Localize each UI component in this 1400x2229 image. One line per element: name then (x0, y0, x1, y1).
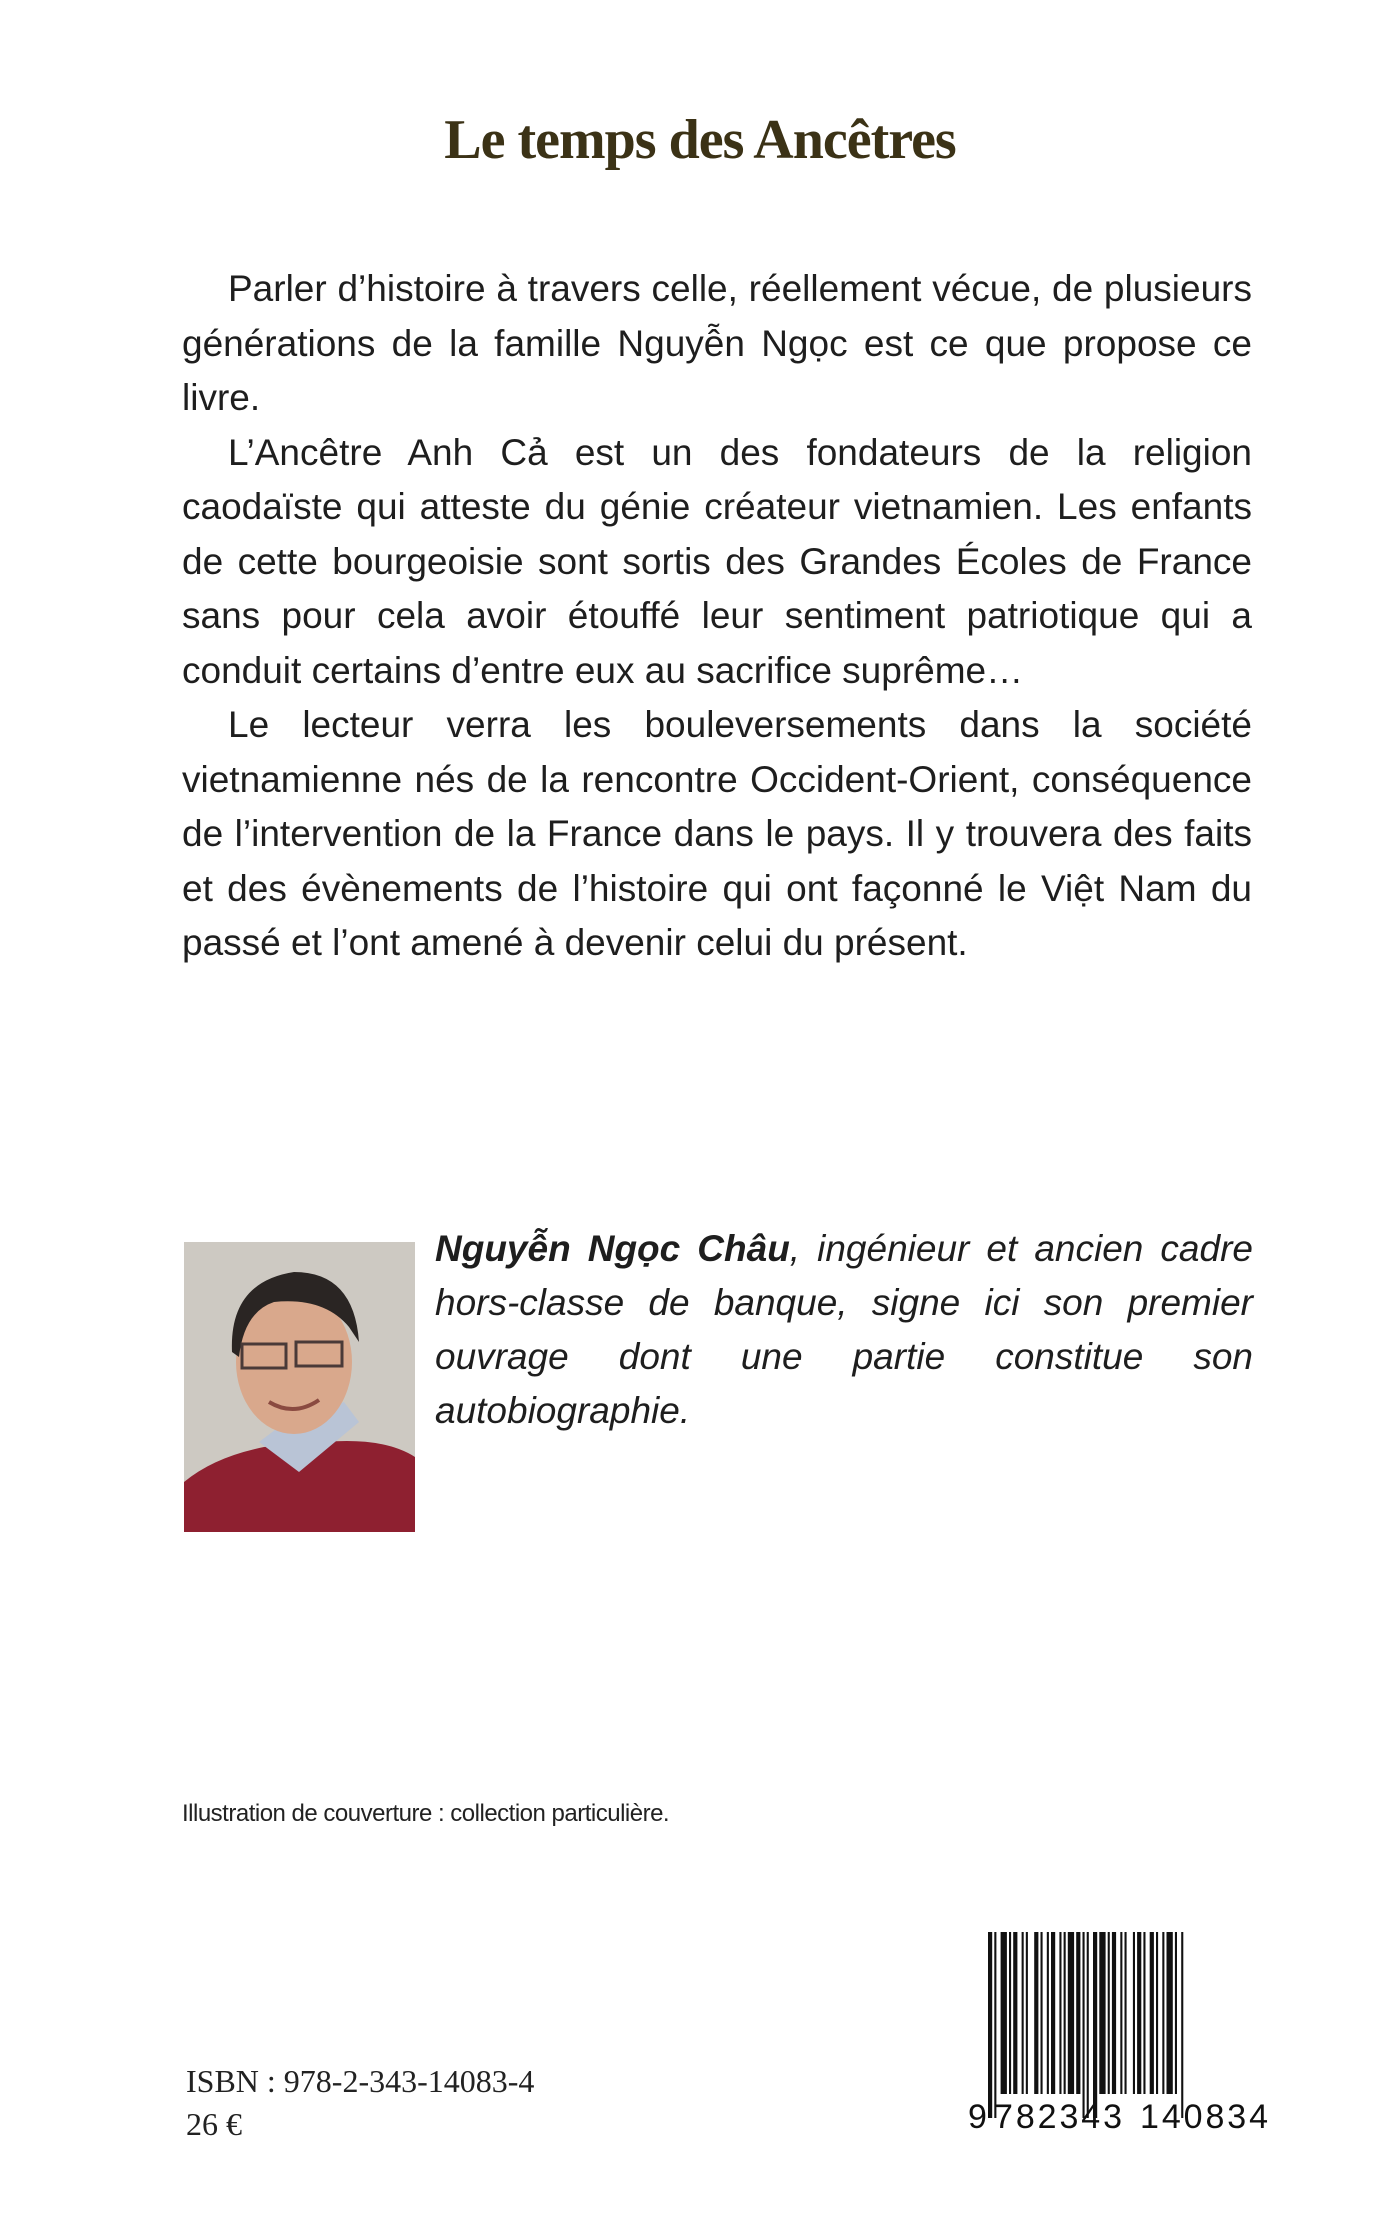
barcode-bar (1099, 1932, 1105, 2094)
barcode-bar (1059, 1932, 1061, 2094)
barcode-bar (1093, 1932, 1097, 2118)
barcode-bar (1167, 1932, 1173, 2094)
book-title: Le temps des Ancêtres (444, 109, 956, 171)
barcode-bar (1120, 1932, 1122, 2094)
barcode-bar (994, 1932, 996, 2118)
barcode-bar (1087, 1932, 1089, 2118)
price: 26 € (186, 2106, 242, 2142)
barcode-bar (1068, 1932, 1074, 2094)
isbn: ISBN : 978-2-343-14083-4 (186, 2063, 535, 2099)
barcode-digits-left: 782343 (994, 2098, 1122, 2132)
back-cover-blurb (182, 262, 1252, 971)
barcode-bar (1162, 1932, 1164, 2094)
barcode-bar (1133, 1932, 1135, 2094)
barcode-bar (1076, 1932, 1080, 2094)
barcode-bar (1083, 1932, 1085, 2118)
barcode-bar (988, 1932, 992, 2118)
barcode-bars (988, 1932, 1183, 2118)
barcode-bar (1112, 1932, 1116, 2094)
barcode-bar (1108, 1932, 1110, 2094)
author-bio-text: , ingénieur et ancien cadre hors-classe de banque, signe ici son premier ouvrage dont une partie constitue son autobiographie. (435, 1228, 1253, 1431)
barcode-bar (1051, 1932, 1055, 2094)
barcode-bar (1175, 1932, 1177, 2094)
blurb-paragraph: L’Ancêtre Anh Cả est un des fondateurs de la religion caodaïste qui atteste du génie créateur vietnamien. Les enfants de cette bourgeoisie sont sortis des Grandes Écoles de France sans pour cela avoir étouffé leur sentiment patriotique qui a conduit certains d’entre eux au sacrifice suprême… (182, 431, 1252, 691)
barcode-bar (1026, 1932, 1028, 2094)
barcode-bar (1156, 1932, 1158, 2094)
cover-credit: Illustration de couverture : collection particulière. (182, 1800, 670, 1827)
barcode-bar (1022, 1932, 1024, 2094)
blurb-paragraph: Le lecteur verra les bouleversements dans la société vietnamienne nés de la rencontre Occident-Orient, conséquence de l’intervention de la France dans le pays. Il y trouvera des faits et des évènements de l’histoire qui ont façonné le Việt Nam du passé et l’ont amené à devenir celui du présent. (182, 704, 1252, 963)
barcode (968, 1932, 1286, 2132)
author-name: Nguyễn Ngọc Châu (435, 1228, 790, 1269)
barcode-bar (1001, 1932, 1007, 2094)
barcode-bar (1181, 1932, 1183, 2118)
barcode-bar (1125, 1932, 1127, 2094)
barcode-bar (1047, 1932, 1049, 2094)
author-bio (435, 1222, 1253, 1438)
blurb-paragraph: Parler d’histoire à travers celle, réellement vécue, de plusieurs générations de la famille Nguyễn Ngọc est ce que propose ce livre. (182, 268, 1252, 418)
barcode-bar (1150, 1932, 1154, 2094)
barcode-bar (1137, 1932, 1141, 2094)
barcode-digit-first: 9 (968, 2098, 987, 2132)
barcode-bar (1034, 1932, 1038, 2094)
barcode-bar (1009, 1932, 1011, 2094)
barcode-digits-right: 140834 (1140, 2098, 1268, 2132)
barcode-bar (1143, 1932, 1145, 2094)
barcode-bar (1064, 1932, 1066, 2094)
barcode-bar (1041, 1932, 1043, 2094)
barcode-bar (1013, 1932, 1017, 2094)
author-photo (184, 1242, 415, 1532)
